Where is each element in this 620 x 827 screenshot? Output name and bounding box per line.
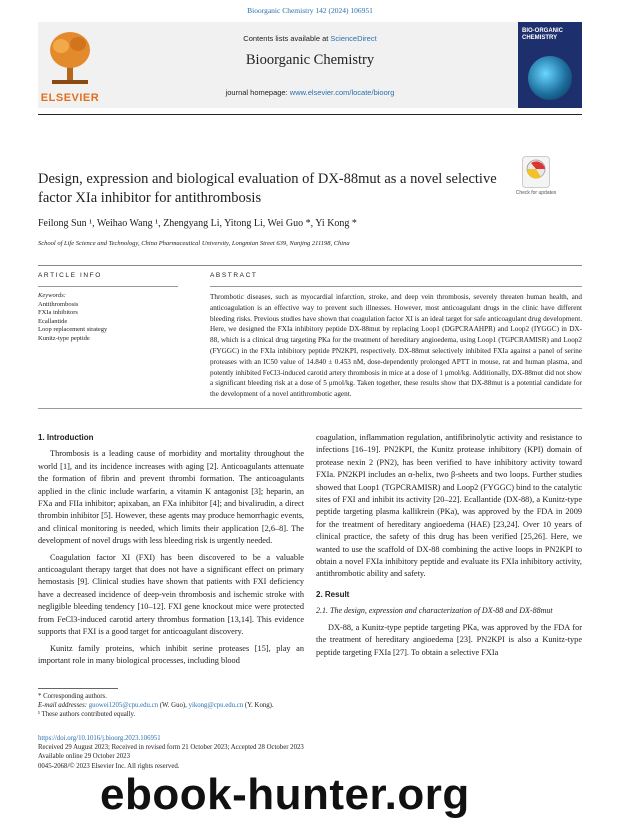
received-dates: Received 29 August 2023; Received in revised form 21 October 2023; Accepted 28 October 2023 [38,744,304,752]
abstract-rule [210,286,582,287]
email-owner: (Y. Kong). [243,702,274,710]
result-subheading: 2.1. The design, expression and characterization of DX-88 and DX-88mut [316,606,553,616]
body-paragraph: DX-88, a Kunitz-type peptide targeting PKa, was approved by the FDA for the treatment of hereditary angioedema [23]. PN2KPI is also a Kunitz-type peptide targeting FXIa [27]. To obtain a selective FXIa [316,622,582,657]
keyword-item: Antithrombosis [38,300,79,308]
keywords-label: Keywords: [38,292,66,299]
header-rule [38,114,582,115]
corresponding-note: * Corresponding authors. [38,693,107,700]
body-paragraph: Coagulation factor XI (FXI) has been discovered to be a valuable anticoagulant therapy target that does not have a significant effect on primary hemostasis [9]. Clinical studies have shown that patients with FXI deficiency have a decreased incidence of deep-vein thrombosis and ischemic stroke with negligible bleeding tendency [10–12]. FXI gene knockout mice were protected from FeCl3-induced carotid artery thrombus formation [13,14]. This evidence supports that FXI is a good target for anticoagulant discovery. [38,552,304,637]
sciencedirect-link[interactable]: ScienceDirect [330,34,377,43]
journal-name: Bioorganic Chemistry [245,52,375,68]
email-line [38,701,582,710]
keyword-item: Loop replacement strategy [38,326,108,334]
body-paragraph: Thrombosis is a leading cause of morbidity and mortality throughout the world [1], and its incidence increases with aging [2]. Anticoagulants attenuate the formation of fibrin and prevent thrombi formation. The anticoagulants applied in the clinic include warfarin, a vitamin K antagonist [3]; heparin, an FXa and FIIa inhibitor; apixaban, an FXa inhibitor [4]; and bivalirudin, a direct thrombin inhibitor [5]. However, these agents may produce hemorrhagic events, and clinical monitoring is needed, which limits their application [2,6–8]. The development of novel drugs with less bleeding risk is urgently needed. [38,449,305,546]
keywords-rule [38,286,178,287]
article-meta [38,734,582,771]
abstract-bottom-rule [38,408,582,409]
authors: Feilong Sun ¹, Weihao Wang ¹, Zhengyang Li, Yitong Li, Wei Guo *, Yi Kong * [38,218,357,229]
copyright: 0045-2068/© 2023 Elsevier Inc. All rights reserved. [38,762,180,770]
keyword-item: Ecallantide [38,317,68,325]
equal-contribution-note: ¹ These authors contributed equally. [38,711,136,719]
email-owner: (W. Guo), [158,702,189,710]
keywords-block [38,292,198,344]
homepage-link[interactable]: www.elsevier.com/locate/bioorg [289,88,395,97]
article-info-heading: ARTICLE INFO [38,272,102,279]
contents-line [104,34,516,43]
keyword-item: FXIa inhibitors [38,309,78,317]
article-title: Design, expression and biological evaluation of DX-88mut as a novel selective factor XIa inhibitor for antithrombosis [38,171,497,206]
contents-prefix: Contents lists available at [243,34,331,43]
publisher-name: ELSEVIER [40,92,100,104]
section-rule [38,265,582,266]
homepage-line [104,88,516,97]
elsevier-logo [38,24,102,110]
homepage-prefix: journal homepage: [225,88,290,97]
intro-heading: 1. Introduction [38,433,94,442]
journal-cover[interactable] [518,22,582,108]
watermark-text: ebook-hunter.org [100,770,470,819]
body-paragraph: coagulation, inflammation regulation, antifibrinolytic activity and resistance to infections [16–19]. PN2KPI, the Kunitz protease inhibitory (KPI) domain of protease nexin 2 (PN2), has been verified to have inhibitory activity toward FXIa. PN2KPI includes an α-helix, two β-sheets and two loops. Further studies showed that Loop1 (TGPCRAMISR) and Loop2 (FYGGC) bind to the catalytic sites of FXI and inhibit its activity [20–22]. Ecallantide (DX-88), a Kunitz-type peptide targeting plasma kallikrein (PKa), was approved by the FDA in 2009 for the treatment of hereditary angioedema (HAE) [23,24]. Over 10 years of clinical practice, the safety of this drug has been verified [25,26]. Here, we wanted to use the scaffold of DX-88 combining the active loops in PN2KPI to obtain a novel FXIa inhibitory peptide and evaluate its FXIa inhibitory activity, antithrombotic ability and safety. [316,433,582,579]
email-link-guo[interactable]: guowei1205@cpu.edu.cn [88,702,159,710]
email-link-kong[interactable]: yikong@cpu.edu.cn [188,702,244,710]
email-label: E-mail addresses: [38,702,89,710]
result-heading: 2. Result [316,589,350,599]
affiliation: School of Life Science and Technology, China Pharmaceutical University, Longmian Street 639, Nanjing 211198, China [38,240,350,247]
available-online: Available online 29 October 2023 [38,753,130,761]
journal-citation[interactable]: Bioorganic Chemistry 142 (2024) 106951 [247,6,373,15]
abstract-text: Thrombotic diseases, such as myocardial infarction, stroke, and deep vein thrombosis, severely threaten human health, and anticoagulation is an effective way to prevent such illnesses. However, most anticoagulant drugs in the clinic have different bleeding risks. Previous studies have shown that coagulation factor XI is an ideal target for safe anticoagulant drug development. Here, we designed the FXIa inhibitory peptide DX-88mut by replacing Loop1 (DGPCRAAHPR) and Loop2 (IYGGC) in DX-88, which is a clinical drug targeting PKa for the treatment of hereditary angioedema, using Loop1 (TGPCRAMISR) and Loop2 (FYGGC) in the FXIa inhibitory peptide PN2KPI, respectively. DX-88mut selectively inhibited FXIa against a panel of serine proteases with an IC50 value of 14.840 ± 0.453 nM, dose-dependently prolonged APTT in mouse, rat and human plasma, and potently inhibited FeCl3-induced carotid artery thrombosis in mice at a dose of 1 μmol/kg. Additionally, DX-88mut did not show a significant bleeding risk at a dose of 5 μmol/kg. Taken together, these results show that DX-88mut is a potential candidate for the development of a novel antithrombotic agent. [210,293,582,399]
doi-link[interactable]: https://doi.org/10.1016/j.bioorg.2023.106951 [38,735,161,742]
body-right-column [316,432,582,663]
abstract-heading: ABSTRACT [210,272,258,279]
cover-title: BIO-ORGANIC CHEMISTRY [522,28,563,41]
body-left-column [38,432,304,671]
keyword-item: Kunitz-type peptide [38,334,90,342]
check-for-updates-label: Check for updates [515,190,557,196]
elsevier-tree-icon [46,28,94,88]
footnotes [38,692,582,720]
body-paragraph: Kunitz family proteins, which inhibit serine proteases [15], play an important role in many biological processes, including blood [38,643,304,665]
cover-image [528,56,572,100]
footnote-rule [38,688,118,689]
check-for-updates-icon[interactable] [522,156,550,188]
